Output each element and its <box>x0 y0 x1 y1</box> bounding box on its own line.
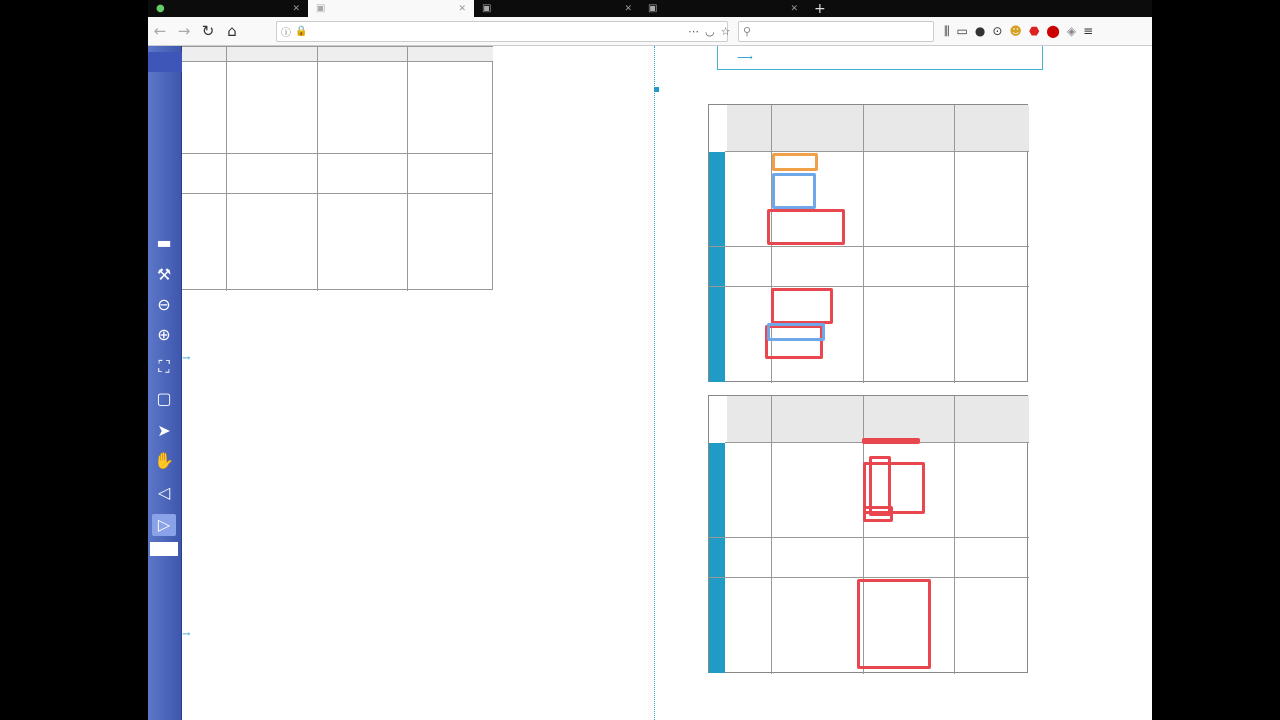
right-page <box>654 46 1152 720</box>
tab-pearson-1[interactable] <box>308 0 474 17</box>
toolbar-icons <box>944 24 1093 39</box>
case-header <box>727 396 771 443</box>
label-plural <box>709 286 725 382</box>
tab-favicon-icon: ▣ <box>316 3 326 14</box>
table-divider <box>709 246 1029 247</box>
declension-table-table2 <box>708 395 1028 673</box>
bookmark-marker[interactable] <box>654 87 659 92</box>
vocative-note <box>717 46 1043 70</box>
table-divider <box>709 537 1029 538</box>
annotation-highlight <box>767 323 825 341</box>
pointer-icon[interactable]: ➤ <box>157 421 171 440</box>
column-header <box>771 105 863 152</box>
tab-bar <box>148 0 1152 17</box>
info-icon: ⓘ <box>281 28 291 39</box>
monitor-icon[interactable]: ▬ <box>156 233 172 252</box>
zoom-out-icon[interactable]: ⊖ <box>157 295 171 314</box>
arrow-right-icon: ⟶ <box>737 51 753 64</box>
more-actions-icon[interactable]: ⋯ <box>688 25 699 38</box>
close-icon[interactable]: ✕ <box>292 3 300 14</box>
arrow-right-icon: → <box>182 629 191 640</box>
ebook-toolbar <box>148 46 182 720</box>
next-page-icon[interactable]: ▷ <box>152 514 176 536</box>
label-plural <box>709 577 725 673</box>
table-divider <box>407 47 408 291</box>
label-dual <box>709 246 725 286</box>
annotation-highlight <box>772 153 818 171</box>
adblock-icon[interactable]: ⬤ <box>1046 24 1060 38</box>
ebook-spread <box>182 46 1152 720</box>
pocket-icon[interactable]: ◡ <box>705 25 715 38</box>
arrow-right-icon: → <box>182 353 191 364</box>
library-icon[interactable]: ⫼ <box>944 24 950 38</box>
menu-icon[interactable]: ≡ <box>1083 24 1094 38</box>
tab-favicon-icon: ● <box>156 3 165 14</box>
account-icon[interactable]: ● <box>974 24 986 38</box>
url-bar[interactable] <box>276 21 728 42</box>
declension-table-table1 <box>708 104 1028 382</box>
tab-favicon-icon: ▣ <box>648 3 658 14</box>
tab-weschool[interactable] <box>148 0 308 17</box>
table-header-stub <box>182 47 226 62</box>
table-header <box>317 47 408 62</box>
page-number-field[interactable] <box>150 542 178 556</box>
table-divider <box>771 396 772 674</box>
table-divider <box>954 396 955 674</box>
shield-icon[interactable]: ◈ <box>1066 24 1077 38</box>
label-singular <box>709 443 725 537</box>
forward-icon[interactable]: → <box>177 22 191 40</box>
wrench-icon[interactable]: ⚒ <box>156 265 172 284</box>
browser-window <box>148 0 1152 720</box>
annotation-highlight <box>771 288 833 324</box>
table-divider <box>182 193 493 194</box>
extension-icon[interactable]: ☻ <box>1009 24 1022 38</box>
declension-table-top <box>182 46 493 290</box>
column-header <box>771 396 863 443</box>
url-actions <box>688 25 730 38</box>
table-divider <box>709 286 1029 287</box>
new-tab-button[interactable]: + <box>814 0 826 17</box>
column-header <box>954 396 1029 443</box>
tab-pearson-2[interactable] <box>474 0 640 17</box>
back-icon[interactable]: ← <box>153 22 167 40</box>
bookmark-star-icon[interactable]: ☆ <box>720 25 731 38</box>
label-dual <box>709 537 725 577</box>
sidebar-icon[interactable]: ▭ <box>956 24 968 38</box>
hand-icon[interactable]: ✋ <box>154 451 174 470</box>
table-divider <box>226 47 227 291</box>
column-header <box>863 105 955 152</box>
stop-icon[interactable]: ⬣ <box>1028 24 1040 38</box>
close-icon[interactable]: ✕ <box>790 3 798 14</box>
search-icon: ⚲ <box>743 25 752 38</box>
tab-favicon-icon: ▣ <box>482 3 492 14</box>
case-header <box>727 105 771 152</box>
table-header <box>407 47 493 62</box>
paragraph-line <box>182 352 494 366</box>
table-divider <box>182 153 493 154</box>
previous-page-icon[interactable]: ◁ <box>157 483 171 502</box>
lock-icon: 🔒 <box>295 26 308 37</box>
paragraph-line <box>182 628 494 642</box>
table-header <box>226 47 317 62</box>
column-header <box>954 105 1029 152</box>
highlight-box-icon[interactable]: ▢ <box>156 389 172 408</box>
annotation-highlight <box>869 456 891 516</box>
label-singular <box>709 152 725 246</box>
close-icon[interactable]: ✕ <box>458 3 466 14</box>
search-input[interactable] <box>738 21 934 42</box>
table-divider <box>709 577 1029 578</box>
table-divider <box>725 151 1029 152</box>
annotation-highlight <box>767 209 845 245</box>
close-icon[interactable]: ✕ <box>624 3 632 14</box>
nav-bar <box>148 17 1152 46</box>
table-divider <box>317 47 318 291</box>
fit-page-icon[interactable]: ⛶ <box>158 357 170 376</box>
column-header <box>863 396 955 443</box>
zoom-in-icon[interactable]: ⊕ <box>157 325 171 344</box>
left-page <box>182 46 654 720</box>
annotation-highlight <box>862 438 920 444</box>
reload-icon[interactable]: ↻ <box>201 22 215 40</box>
table-divider <box>954 105 955 383</box>
annotation-highlight <box>772 173 816 209</box>
tab-pearson-3[interactable] <box>640 0 806 17</box>
expand-toolbar-icon[interactable] <box>148 52 182 72</box>
table-divider <box>863 105 864 383</box>
home-icon[interactable]: ⌂ <box>227 22 237 40</box>
screenshot-icon[interactable]: ⊙ <box>992 24 1003 38</box>
annotation-highlight <box>857 579 931 669</box>
